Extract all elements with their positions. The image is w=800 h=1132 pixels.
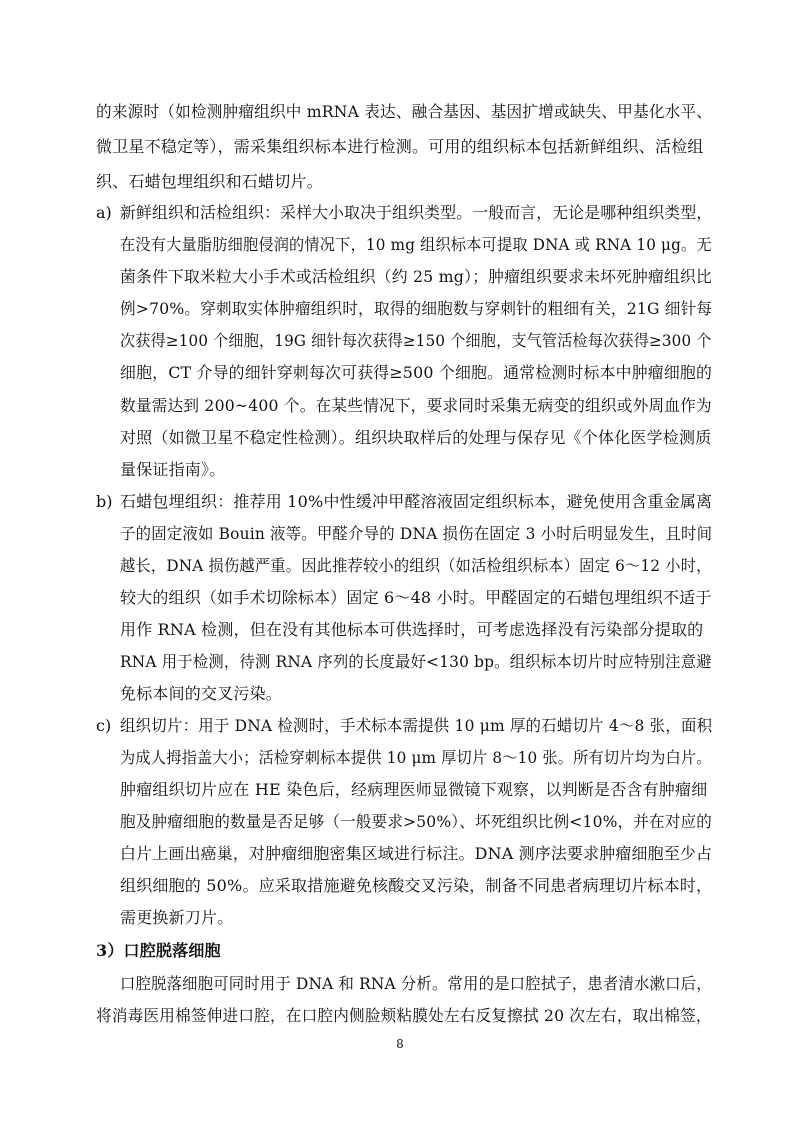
item-b-line: 较大的组织（如手术切除标本）固定 6～48 小时。甲醛固定的石蜡包埋组织不适于 (120, 588, 712, 607)
item-b-line: 用作 RNA 检测，但在没有其他标本可供选择时，可考虑选择没有污染部分提取的 (120, 620, 704, 639)
item-b-line: 石蜡包埋组织：推荐用 10%中性缓冲甲醛溶液固定组织标本，避免使用含重金属离 (120, 492, 713, 511)
item-b-line: 免标本间的交叉污染。 (120, 684, 283, 703)
item-label-c: c) (96, 716, 112, 735)
intro-line: 微卫星不稳定等），需采集组织标本进行检测。可用的组织标本包括新鲜组织、活检组 (96, 137, 704, 156)
item-label-b: b) (96, 492, 113, 511)
item-c-line: 组织细胞的 50%。应采取措施避免核酸交叉污染，制备不同患者病理切片标本时， (120, 876, 713, 895)
item-c-line: 需更换新刀片。 (120, 908, 234, 927)
item-a-line: 对照（如微卫星不稳定性检测）。组织块取样后的处理与保存见《个体化医学检测质 (120, 428, 712, 447)
item-label-a: a) (96, 203, 112, 222)
item-a-line: 新鲜组织和活检组织：采样大小取决于组织类型。一般而言，无论是哪种组织类型， (120, 203, 713, 222)
page-number: 8 (396, 1037, 404, 1051)
item-a-line: 细胞，CT 介导的细针穿刺每次可获得≥500 个细胞。通常检测时标本中肿瘤细胞的 (120, 363, 713, 382)
section-line: 口腔脱落细胞可同时用于 DNA 和 RNA 分析。常用的是口腔拭子，患者清水漱口后， (120, 974, 712, 993)
item-b-line: 子的固定液如 Bouin 液等。甲醛介导的 DNA 损伤在固定 3 小时后明显发生，且时间 (120, 524, 713, 543)
intro-line: 织、石蜡包埋组织和石蜡切片。 (96, 172, 323, 191)
item-c-line: 为成人拇指盖大小；活检穿刺标本提供 10 μm 厚切片 8～10 张。所有切片均为白片。 (120, 748, 712, 767)
item-c-line: 胞及肿瘤细胞的数量是否足够（一般要求>50%）、坏死组织比例<10%，并在对应的 (120, 812, 712, 831)
section-heading: 3）口腔脱落细胞 (96, 941, 221, 960)
item-c-line: 白片上画出癌巢，对肿瘤细胞密集区域进行标注。DNA 测序法要求肿瘤细胞至少占 (120, 844, 713, 863)
item-a-line: 量保证指南》。 (120, 460, 226, 479)
item-a-line: 在没有大量脂肪细胞侵润的情况下，10 mg 组织标本可提取 DNA 或 RNA 10 μg。无 (120, 235, 712, 254)
item-a-line: 菌条件下取米粒大小手术或活检组织（约 25 mg）；肿瘤组织要求未坏死肿瘤组织比 (120, 267, 712, 286)
item-c-line: 肿瘤组织切片应在 HE 染色后，经病理医师显微镜下观察，以判断是否含有肿瘤细 (120, 780, 708, 799)
section-line: 将消毒医用棉签伸进口腔，在口腔内侧脸颊粘膜处左右反复擦拭 20 次左右，取出棉签， (96, 1006, 712, 1025)
item-a-line: 例>70%。穿刺取实体肿瘤组织时，取得的细胞数与穿刺针的粗细有关，21G 细针每 (120, 299, 713, 318)
item-b-line: RNA 用于检测，待测 RNA 序列的长度最好<130 bp。组织标本切片时应特别注意避 (120, 652, 712, 671)
intro-line: 的来源时（如检测肿瘤组织中 mRNA 表达、融合基因、基因扩增或缺失、甲基化水平、 (96, 102, 713, 121)
item-c-line: 组织切片：用于 DNA 检测时，手术标本需提供 10 μm 厚的石蜡切片 4～8 张，面积 (120, 716, 713, 735)
item-a-line: 次获得≥100 个细胞，19G 细针每次获得≥150 个细胞，支气管活检每次获得≥300 个 (120, 331, 712, 350)
item-a-line: 数量需达到 200~400 个。在某些情况下，要求同时采集无病变的组织或外周血作为 (120, 396, 712, 415)
item-b-line: 越长，DNA 损伤越严重。因此推荐较小的组织（如活检组织标本）固定 6～12 小时， (120, 556, 712, 575)
